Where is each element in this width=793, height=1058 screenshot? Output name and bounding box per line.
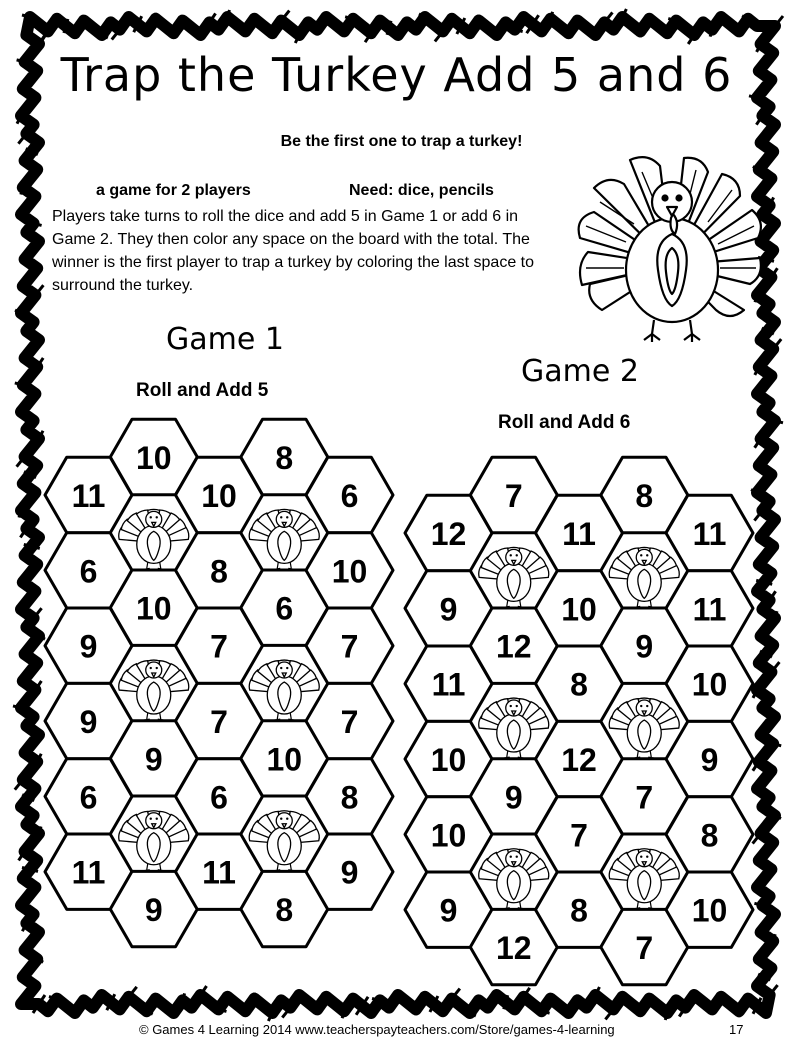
hex-cell-number: 7	[635, 930, 654, 967]
hex-cell-number: 11	[71, 854, 106, 891]
turkey-icon	[479, 698, 549, 758]
hex-cell-number: 9	[79, 628, 98, 665]
hex-cell-number: 12	[495, 628, 532, 665]
turkey-icon	[249, 660, 319, 720]
hex-cell-number: 6	[340, 478, 359, 514]
hex-cell-number: 11	[562, 516, 596, 552]
hex-cell-number: 8	[210, 553, 228, 590]
hex-cell-number: 7	[635, 779, 654, 816]
hex-cell-number: 9	[635, 628, 654, 665]
page-number: 17	[729, 1022, 744, 1037]
turkey-icon	[119, 509, 189, 569]
game-1-board	[45, 419, 393, 946]
hex-cell-number: 10	[331, 553, 368, 590]
hex-cell-number: 8	[275, 892, 294, 929]
hex-cell-number: 11	[692, 591, 727, 628]
hex-cell-number: 10	[691, 892, 728, 929]
game-2-board-title: Roll and Add 6	[498, 412, 631, 433]
turkey-icon	[249, 811, 319, 871]
hex-cell-number: 12	[430, 516, 467, 552]
hex-cell-number: 8	[570, 892, 588, 929]
hex-cell-number: 8	[570, 666, 588, 703]
hex-cell-number: 9	[144, 892, 163, 929]
hex-cell-number: 10	[135, 590, 172, 627]
turkey-icon	[609, 547, 679, 607]
materials-info: Need: dice, pencils	[349, 182, 494, 199]
hex-cell-number: 7	[340, 628, 359, 665]
turkey-icon	[479, 849, 549, 909]
hex-cell-number: 6	[79, 779, 98, 816]
hex-cell-number: 9	[144, 741, 163, 778]
hex-cell-number: 10	[135, 440, 172, 476]
hex-cell-number: 9	[504, 779, 523, 816]
hex-cell-number: 11	[71, 478, 106, 514]
turkey-icon	[119, 811, 189, 871]
hex-cell-number: 7	[210, 628, 228, 665]
turkey-icon	[609, 698, 679, 758]
hex-cell-number: 7	[210, 704, 228, 741]
hex-cell-number: 9	[340, 854, 359, 891]
hex-cell-number: 9	[700, 742, 719, 779]
hex-cell-number: 8	[340, 779, 359, 816]
hex-cell-number: 10	[266, 741, 303, 778]
hex-cell-number: 11	[431, 666, 466, 703]
footer-copyright: © Games 4 Learning 2014 www.teacherspayteachers.com/Store/games-4-learning	[139, 1022, 615, 1037]
game-1-label: Game 1	[166, 322, 284, 357]
turkey-icon	[479, 547, 549, 607]
hex-cell-number: 7	[504, 478, 523, 514]
hex-cell-number: 12	[495, 930, 532, 967]
hex-cell-number: 8	[635, 478, 654, 514]
hex-cell-number: 10	[430, 742, 467, 779]
players-info: a game for 2 players	[96, 182, 251, 199]
hex-cell-number: 6	[275, 590, 294, 627]
hex-cell-number: 10	[201, 478, 237, 514]
hex-cell-number: 9	[439, 591, 458, 628]
hex-cell-number: 7	[340, 704, 359, 741]
game-2-label: Game 2	[521, 354, 639, 389]
hex-cell-number: 6	[210, 779, 228, 816]
hex-cell-number: 11	[692, 516, 727, 552]
hex-cell-number: 7	[570, 817, 588, 854]
game-2-board	[405, 457, 753, 984]
hex-cell-number: 9	[439, 892, 458, 929]
hex-cell-number: 12	[561, 742, 597, 779]
hex-cell-number: 9	[79, 704, 98, 741]
turkey-icon	[609, 849, 679, 909]
page-title: Trap the Turkey Add 5 and 6	[60, 48, 733, 102]
hex-cell-number: 10	[561, 591, 597, 628]
hex-cell-number: 11	[202, 854, 236, 891]
hex-cell-number: 6	[79, 553, 98, 590]
subtitle: Be the first one to trap a turkey!	[280, 133, 523, 150]
hex-cell-number: 10	[691, 666, 728, 703]
hex-cell-number: 8	[700, 817, 719, 854]
rules-text: Players take turns to roll the dice and add 5 in Game 1 or add 6 in Game 2. They then color any space on the board with the total. The winner is the first player to trap a turkey by coloring the last space to surround the turkey.	[52, 208, 535, 294]
hex-cell-number: 10	[430, 817, 467, 854]
turkey-icon	[249, 509, 319, 569]
game-1-board-title: Roll and Add 5	[136, 380, 269, 401]
hex-cell-number: 8	[275, 440, 294, 476]
turkey-icon	[119, 660, 189, 720]
